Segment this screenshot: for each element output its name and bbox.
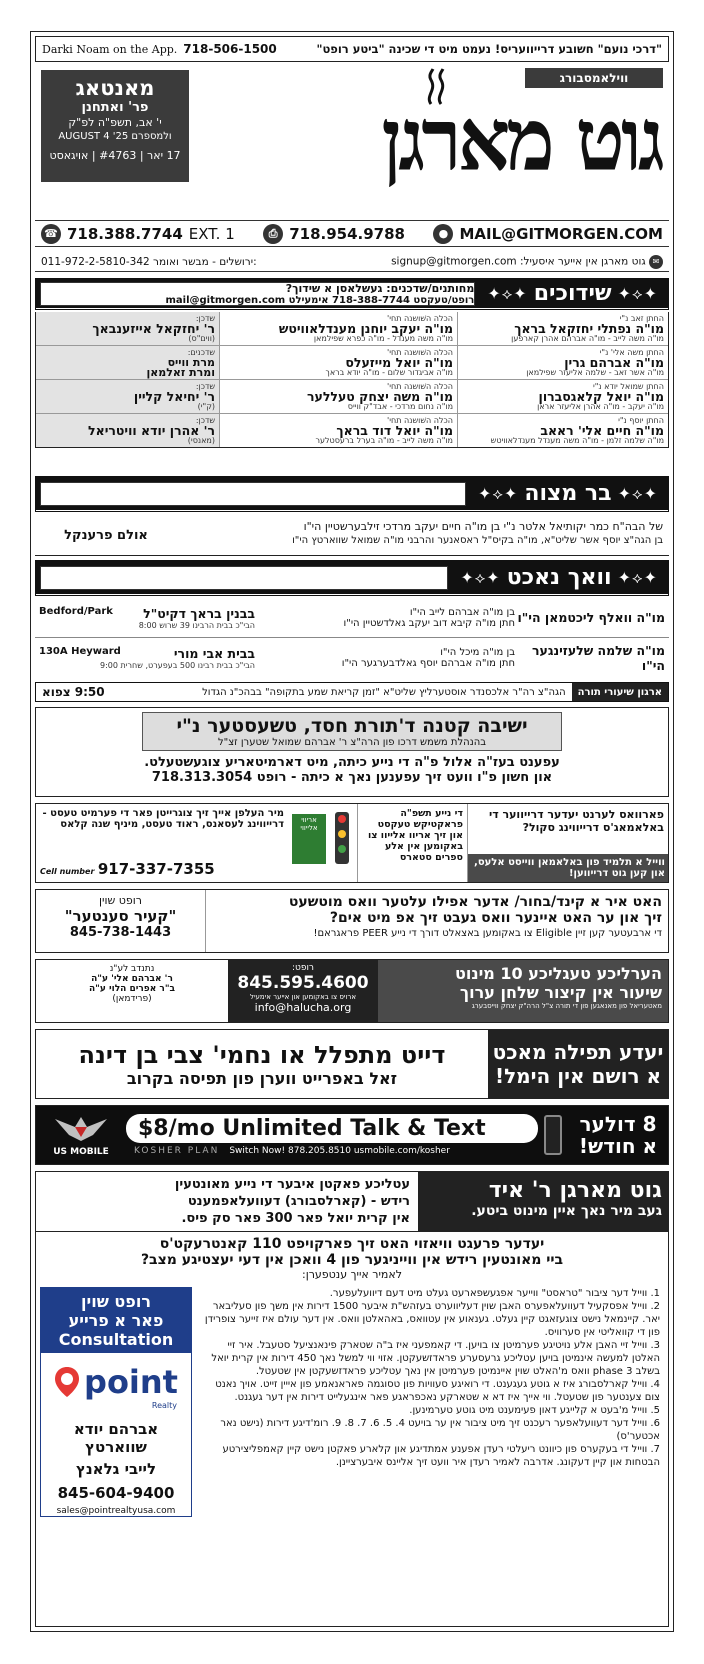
bar-mitzvah-body — [35, 516, 669, 556]
ad-title: גוט מארגן ר' איד — [488, 1178, 662, 1203]
civil-date-label: ולמספרם — [131, 131, 172, 142]
torah-band-time: 9:50 צפוא — [42, 685, 105, 699]
tefila-name-line: דייט מתפלל או נחמי' צבי בן דינה — [78, 1040, 446, 1069]
care-line2: זיך און ער האט איינער וואס געבט זיך אפ מיט אים? — [329, 910, 662, 926]
halucha-ad — [35, 959, 669, 1023]
ad-question2: ביי מאונטעין רידש אין ווייניגער פון 4 וואכן אין דעי יעצטיגע מצב? — [140, 1252, 564, 1268]
agent2-name: לייבי גלאנץ — [75, 1460, 157, 1478]
table-row: החתן שמואל יודא נ"י מו"ה יואל קלאגסברון מו"ה יעקב - מו"ה אהרן אליעזר אראן הכלה השׁושנה תחי' מו"ה משה יצחק טעללער מו"ה נחום מרדכי - אבד"ק ווייס שדכן: ר' יחיאל קליין (ק"י) — [36, 380, 668, 414]
table-row: מו"ה וואלף ליכטמאן הי"ו בן מו"ה אברהם לייב הי"ו חתן מו"ה קיבא דוב יעקב גאלדשטיין הי"ו בבנין בראך דקיט"ל Bedford/Park הבי"כ בבית הרבינו 39 שרוש 8:00 — [35, 598, 669, 638]
cell-label: Cell number — [40, 867, 95, 876]
ribbon-phone[interactable]: 718-506-1500 — [183, 42, 277, 56]
newspaper-page — [30, 31, 674, 1632]
blank-box — [40, 566, 448, 590]
contact-bar — [35, 220, 669, 247]
driver-ad-question: פארוואס לערנט יעדער דרייווער די באלאמאג'ס דרייווינג סקול? — [488, 808, 664, 834]
year-label: 17 יאר — [147, 149, 181, 162]
ornament-icon: ✦⟡✦ — [487, 283, 528, 303]
vach-nacht-title: וואך נאכט — [506, 565, 612, 590]
bar-mitzvah-title: בר מצוה — [524, 481, 612, 506]
ad-question3: לאמיר אייך ענטפערן: — [301, 1268, 402, 1281]
us-mobile-ad — [35, 1105, 669, 1165]
agent-email[interactable]: sales@pointrealtyusa.com — [56, 1506, 176, 1516]
vach-nacht-table — [35, 598, 669, 682]
ribbon-yiddish: "דרכי נועם" חשובע דרייוועריס! נעמט מיט די שכינה "ביטע רופט" — [316, 42, 662, 56]
cell-number[interactable]: 917-337-7355 — [97, 860, 215, 878]
book-cover: אריווי אלייווי — [292, 814, 326, 864]
top-ribbon — [35, 36, 669, 62]
phone-ext: EXT. 1 — [188, 224, 235, 243]
halucha-line2: שיעור אין קיצור שלחן ערוך — [459, 983, 662, 1002]
ornament-icon: ✦⟡✦ — [617, 567, 658, 587]
dedication-3: ב"ר אפרים הלוי ע"ה — [88, 984, 176, 994]
care-center-name: "קעיר סענטער" — [64, 907, 177, 925]
driver-ad-answer: ווייל א תלמיד פון באלאמאן ווייסט אלעס, און קען גוט דרייווען! — [468, 854, 668, 882]
ad-fact1: עטליכע פאקטן איבער די נייע מאונטעין — [174, 1177, 410, 1192]
city-tab: ווילאמסבורג — [525, 68, 663, 88]
us-mobile-price: 8 דולער — [579, 1112, 657, 1136]
fax-icon: ⎙ — [263, 224, 283, 244]
signup-label: גוט מארגן אין אייער איסעיל: — [519, 255, 646, 267]
ad-fact2: רידש - (קארלסבורג) דעוועלאפמענט — [187, 1194, 410, 1209]
ad-question1: יעדער פרעגט וויאזוי האט זיך פארקויפט 110 קאנטרעקט'ס — [159, 1236, 545, 1252]
tefila-line1: יעדע תפילה מאכט — [492, 1040, 664, 1064]
torah-band-label: ארגון שיעורי תורה — [572, 683, 668, 701]
driver-ad-book: די נייע תשפ"ה פראקטיקש טעקסט און זיך אריוו אלייוו צו באקומען אין אלע ספרים סטארס — [358, 804, 468, 882]
vach-nacht-header — [35, 560, 669, 596]
yeshiva-line1: עפענט בעז"ה אלול פ"ה די נייע כיתה, מיט דארמיטאריע צוגעשטעלט. — [144, 755, 560, 770]
israel-phone[interactable]: 011-972-2-5810-342 — [41, 255, 150, 268]
list-item: 7. ווייל די בעקערס פון כיוונט ריעלטי רעדן אפענע אמתדיגע און קלארע פאקטן נישט קיין קאמפליצירטע הבטחות און קיין דעקונג. אדרבה לאמיר רעדן איר וועט זיך אליינס איבערציינן. — [222, 1444, 660, 1468]
shidduchim-info — [40, 282, 475, 306]
signup-email[interactable]: signup@gitmorgen.com — [391, 255, 517, 267]
torah-band-text: הגה"צ רה"ר אלכסנדר אוסטערליץ שליט"א "זמן קריאת שמע בתקופה" בבהכ"נ הגדול — [202, 686, 566, 698]
ribbon-app-text: Darki Noam on the App. — [42, 42, 178, 56]
israel-label: ירושלים - מבשר ואומר: — [153, 255, 257, 268]
consult-call: רופט שוין — [81, 1292, 151, 1311]
ad-subtitle: געב מיר נאך איין מינוט ביטע. — [471, 1203, 662, 1219]
point-logo: point — [84, 1363, 178, 1401]
halucha-line3: מאטעריאל פון מאנאגען פון די תורה צ"ל הרה"ק יצחק ווייסבערג — [471, 1002, 662, 1010]
consult-label: Consultation — [58, 1330, 174, 1349]
point-realty-ad — [35, 1171, 669, 1627]
dedication-1: נתנדב לע"נ — [109, 964, 155, 974]
dedication-4: (פרידמאן) — [112, 994, 152, 1004]
mail-icon: ✉ — [649, 255, 663, 269]
list-item: 4. ווייל קארלסבורג איז א גוטע געגענט. די רואיגע סעוויות פון טסוגמה פאראנאמע פון אייין זייט. אויך נאנט צום צענטער פון שטעטל. ווי אייך איז דא א שטארקע נאכפראגע פאר אינגעלייט דירות אין דער געגנט. — [215, 1379, 660, 1403]
dedication-2: ר' אברהם אלי' ע"ה — [91, 974, 173, 984]
shidduchim-header — [35, 278, 669, 310]
ornament-icon: ✦⟡✦ — [477, 483, 519, 503]
newspaper-logo: גוט מארגן — [381, 89, 661, 191]
halucha-phone[interactable]: 845.595.4600 — [237, 973, 369, 993]
hebrew-date: י' אב, תשפ"ה לפ"ק — [68, 116, 162, 129]
agent-phone[interactable]: 845-604-9400 — [57, 1484, 175, 1502]
consultation-box — [40, 1287, 192, 1517]
list-item: 5. ווייל מ'בעט א קלייגע דאון פעימענט מיט גוטע טערמינען. — [409, 1405, 660, 1416]
us-mobile-switch[interactable]: Switch Now! 878.205.8510 usmobile.com/kosher — [229, 1146, 450, 1156]
yeshiva-title: ישיבה קטנה ד'תורת חסד, טשעסטער נ"י — [176, 715, 528, 737]
user-icon: ● — [433, 224, 453, 244]
phone-icon — [544, 1115, 562, 1155]
care-line3: די ארבעטער קען זיין Eligible צו באקומען באצאלט דורך די נייע PEER פראגראם! — [313, 928, 662, 939]
traffic-light-icon — [288, 804, 358, 882]
tefila-sub-line: זאל באפרייט ווערן פון תפיסה בקרוב — [126, 1068, 398, 1088]
us-mobile-month: א חודש! — [578, 1134, 658, 1158]
shidduchim-title: שידוכים — [533, 281, 612, 306]
parsha: פר' ואתחנן — [81, 100, 149, 115]
shidduchim-table — [35, 312, 669, 448]
kosher-plan: KOSHER PLAN — [134, 1146, 220, 1156]
halucha-line1: הערליכע טעגליכע 10 מינוט — [454, 964, 662, 983]
day-of-week: מאנטאג — [75, 76, 155, 100]
table-row: החתן יוסף נ"י מו"ה חיים אלי' ראאב מו"ה שלמה זלמן - מו"ה משה מענדל מענדלאוויטש הכלה השׁושנה תחי' מו"ה יואל דוד בראך מו"ה משה לייב - מו"ה בערל ברעסטלער שדכן: ר' אהרן יודא וויטריאל (מאנסי) — [36, 414, 668, 448]
bar-mitzvah-header — [35, 476, 669, 512]
phone1[interactable]: 718.388.7744 — [67, 224, 183, 243]
realty-label: Realty — [151, 1401, 177, 1410]
phone-icon: ☎ — [41, 224, 61, 244]
agent1-first: אברהם יודא — [73, 1420, 159, 1438]
yeshiva-ad — [35, 707, 669, 797]
list-item: 3. ווייל זיי האבן אלע נויטיגע פערמיטן צו בויען. די קאמפעני איז ב"ה שטארק פינאנציעל סטעבל. איר זיי האלטן למעשה אינמיטן בויען עטליכע גרעסערע פראדזשעקטן. אזוי ווי למשל נאך 450 דירות אין קרית יואל בשלב phase 3 וואס מ'האלט שוין איינמיטן פערמיטן אין נאך עטליכע פראדזשעקטן אין שטעטל. — [211, 1340, 660, 1377]
bar-mitzvah-line1: של הבה"ח כמר יקותיאל אלטר נ"י בן מו"ה חיים יעקב מרדכי זילבערשטיין הי"ו — [303, 520, 663, 533]
driver-ad-services: מיר העלפן אייך זיך צוגרייטן פאר די פערמיט טעסט - דרייווינג לעסאנס, ראוד טעסט, מיניף שנה קלאס — [42, 808, 284, 830]
halucha-sub: ארויס צו באקומען און אייער אימעיל — [249, 993, 357, 1001]
yeshiva-line2: און חשון פ"ו וועט זיך עפענען נאך א כיתה - רופט 718.313.3054 — [151, 770, 553, 785]
civil-date: AUGUST 4 '25 — [58, 131, 129, 142]
date-box: מאנטאג פר' ואתחנן י' אב, תשפ"ה לפ"ק ולמספרם AUGUST 4 '25 17 יאר | #4763 | אויגאסט — [41, 70, 189, 182]
yeshiva-subtitle: בהנהלת משמש דרכו פון הרה"צ ר' אברהם שמואל שטערן זצ"ל — [217, 737, 487, 748]
ornament-icon: ✦⟡✦ — [617, 483, 658, 503]
list-item: 6. ווייל דער דעוועלאפער רעכנט זיך מיט ציבור אין ער בויעט 4. 5. 6. 7. 8. 9. רומ'דיגע דירות (נישט נאר אכטער'ס) — [220, 1418, 660, 1442]
halucha-call-label: רופט: — [291, 963, 315, 973]
list-item: 1. ווייל דער ציבור "טראסט" ווייער אפגעשפארעט געלט מיט דעם דיוועלעפער. — [329, 1288, 660, 1299]
us-mobile-headline: $8/mo Unlimited Talk & Text — [126, 1114, 538, 1143]
agent1-last: שווארטץ — [85, 1438, 147, 1456]
blank-box — [40, 482, 466, 506]
care-line1: האט איר א קינד/בחור/ אדער אפילו עלטער וואס מוטשעט — [288, 894, 662, 910]
location-pin-icon — [54, 1366, 80, 1398]
care-call: רופט שוין — [99, 894, 142, 907]
shidduchim-info-line: רופט/טעקסט 718-388-7744 אימעילט mail@gitmorgen.com — [165, 294, 475, 306]
issue-number: #4763 | אויגאסט — [49, 149, 137, 162]
driver-school-ad — [35, 803, 669, 883]
torah-band — [35, 682, 669, 702]
shidduchim-info-title: מחותנים/שדכנים: געשלאסן א שידוך? — [285, 281, 475, 295]
consult-free: פאר א פרייע — [68, 1311, 164, 1330]
us-mobile-brand: US MOBILE — [53, 1147, 109, 1157]
table-row: החתן זאב נ"י מו"ה נפתלי יחזקאל בראך מו"ה משה לייב - מו"ה אברהם אהרן קארפען הכלה השׁושנה תחי' מו"ה יעקב יוחנן מענדלאוויטש מו"ה משה מענדל - מו"ה כפרא שפילמאן שדכן: ר' יחזקאל אייזענבאך (ווים"ס) — [36, 312, 668, 346]
table-row: החתן משה אלי' נ"י מו"ה אברהם גרין מו"ה אשר זאב - שלמה אליעזר שפילמאן הכלה השׁושנה תחי' מו"ה יואל מייזעלס מו"ה אביגדור שלום - מו"ה יודא בראך שדכנים: מרת ווייס ומרת זאלמאן — [36, 346, 668, 380]
signup-bar — [35, 252, 669, 272]
tefila-line2: א רושם אין הימל! — [494, 1064, 662, 1088]
tefila-ad — [35, 1029, 669, 1099]
bar-mitzvah-line2: בן הגה"צ יוסף אשר שליט"א, מו"ה בקיס"ל ראסאנער והרבני מו"ה שמואל שווארטץ הי"ו — [292, 535, 663, 546]
care-center-ad — [35, 889, 669, 953]
eagle-icon — [53, 1113, 109, 1143]
ad-fact3: אין קרית יואל פאר 300 פאר סק פיס. — [181, 1211, 410, 1226]
care-phone[interactable]: 845-738-1443 — [69, 925, 172, 940]
list-item: 2. ווייל אפסקעיל דעוועלאפערס האבן שוין דעליווערט בעזהש"ת איבער 1500 דירות אין משך פון סעליבאר יאר. קיינמאל נישט צוגעזאגט קיין געלט. גענאוע אין עטוואס, באהאלטן וואס. אין דער עולם איז זייער צופרידן פון די קוואליטי אין סערוויס. — [204, 1301, 660, 1338]
table-row: מו"ה שלמה שלעזינגער הי"ו בן מו"ה מיכל הי"ו חתן מו"ה אברהם יוסף גאלדבערגער הי"ו בבית אבי מורי 130A Heyward הבי"כ בבית רבינו 500 בעפערט, שחרית 9:00 — [39, 643, 665, 673]
ornament-icon: ✦⟡✦ — [617, 283, 658, 303]
contact-email[interactable]: MAIL@GITMORGEN.COM — [459, 224, 663, 243]
phone2[interactable]: 718.954.9788 — [289, 224, 405, 243]
ornament-icon: ✦⟡✦ — [460, 567, 501, 587]
halucha-email[interactable]: info@halucha.org — [254, 1001, 352, 1014]
bar-mitzvah-hall: אולם פרענקל — [64, 527, 148, 543]
